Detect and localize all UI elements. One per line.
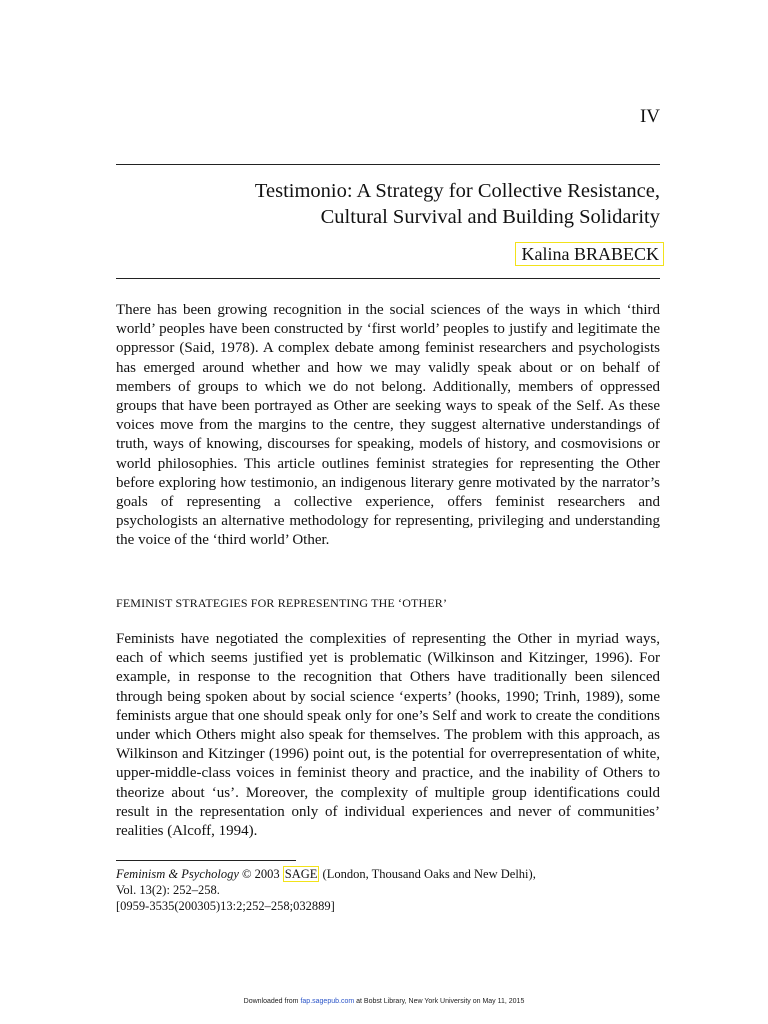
journal-name: Feminism & Psychology — [116, 867, 239, 881]
article-identifier: [0959-3535(200305)13:2;252–258;032889] — [116, 899, 335, 913]
article-title-line-2: Cultural Survival and Building Solidarity — [320, 206, 660, 228]
body-paragraph: Feminists have negotiated the complexities of representing the Other in myriad ways, each of which seems justified yet is problematic (Wilkinson and Kitzinger, 1996). For example, in response to the recognition that Others have traditionally been silenced through being spoken about by social science ‘experts’ (hooks, 1990; Trinh, 1989), some feminists argue that one should speak only for one’s Self and work to create the conditions under which Others might also speak for themselves. The problem with this approach, as Wilkinson and Kitzinger (1996) point out, is the potential for overrepresentation of white, upper-middle-class voices in feminist theory and practice, and the inability of Others to theorize about ‘us’. Moreover, the complexity of multiple group identifications could result in the representation only of individual experiences and never of communities’ realities (Alcoff, 1994). — [116, 631, 660, 840]
article-title-line-1: Testimonio: A Strategy for Collective Resistance, — [254, 180, 660, 202]
title-bottom-rule — [116, 278, 660, 279]
title-top-rule — [116, 164, 660, 165]
publisher-location: (London, Thousand Oaks and New Delhi), — [322, 867, 536, 881]
article-title — [100, 178, 660, 230]
volume-info: Vol. 13(2): 252–258. — [116, 883, 220, 897]
section-heading: FEMINIST STRATEGIES FOR REPRESENTING THE ‘OTHER’ — [116, 596, 448, 610]
citation-line-1 — [116, 866, 536, 882]
download-prefix: Downloaded from — [243, 998, 299, 1005]
download-notice — [0, 998, 768, 1005]
download-suffix: at Bobst Library, New York University on May 11, 2015 — [356, 998, 525, 1005]
copyright-year: © 2003 — [242, 867, 280, 881]
section-number: IV — [639, 106, 660, 127]
author-name: Kalina BRABECK — [515, 242, 665, 266]
publisher-name: SAGE — [284, 867, 318, 881]
abstract-paragraph: There has been growing recognition in the social sciences of the ways in which ‘third world’ peoples have been constructed by ‘first world’ peoples to justify and legitimate the oppressor (Said, 1978). A complex debate among feminist researchers and psychologists has emerged around whether and how we may validly speak about or on behalf of members of groups to which we do not belong. Additionally, members of oppressed groups that have been portrayed as Other are seeking ways to speak of the Self. As these voices move from the margins to the centre, they suggest alternative understandings of truth, ways of knowing, discourses for speaking, models of history, and cosmovisions or world philosophies. This article outlines feminist strategies for representing the Other before exploring how testimonio, an indigenous literary genre motivated by the narrator’s goals of representing a collective experience, offers feminist researchers and psychologists an alternative methodology for representing, privileging and understanding the voice of the ‘third world’ Other. — [116, 302, 660, 549]
footnote-rule — [116, 860, 296, 861]
download-link[interactable]: fap.sagepub.com — [300, 998, 355, 1005]
citation-footer — [116, 866, 536, 914]
